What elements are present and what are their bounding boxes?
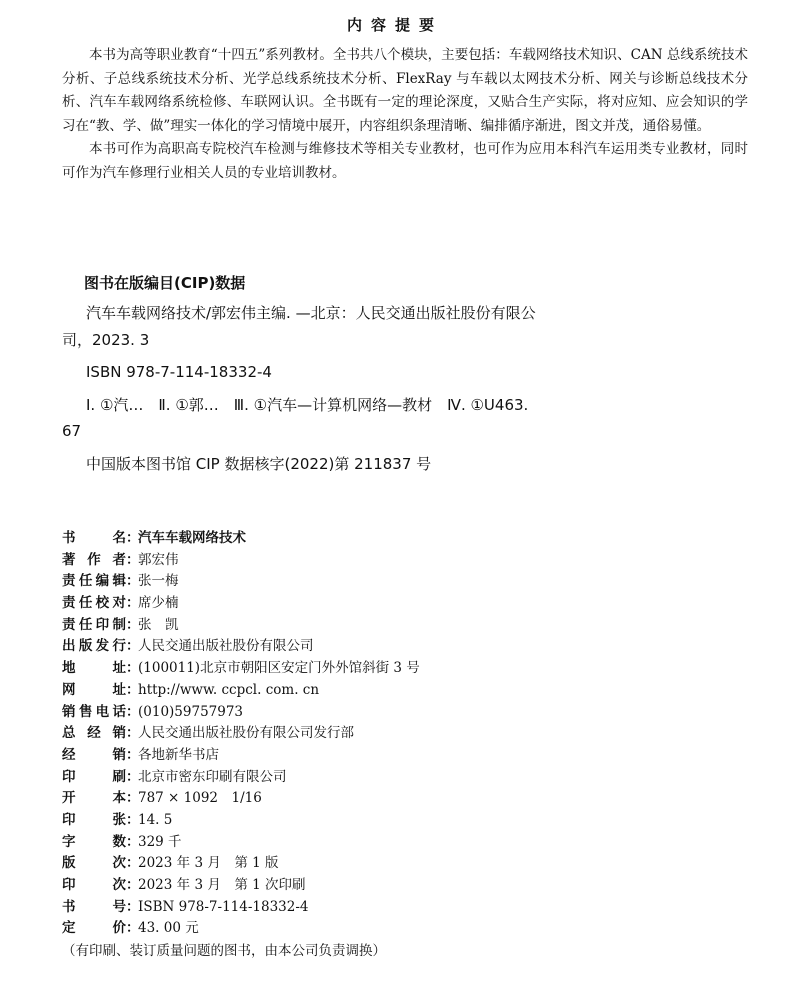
imprint-separator: ： [126, 681, 140, 698]
summary-body [62, 44, 748, 185]
imprint-value: 2023 年 3 月 第 1 次印刷 [138, 877, 306, 893]
imprint-value: 人民交通出版社股份有限公司发行部 [138, 725, 354, 742]
summary-paragraph: 本书可作为高职高专院校汽车检测与维修技术等相关专业教材，也可作为应用本科汽车运用类专业教材，同时可作为汽车修理行业相关人员的专业培训教材。 [62, 141, 748, 181]
imprint-label: 责任印制 [62, 616, 126, 633]
imprint-row [62, 788, 622, 810]
imprint-value: 郭宏伟 [138, 551, 179, 568]
imprint-row [62, 550, 622, 572]
imprint-value: 北京市密东印刷有限公司 [138, 768, 287, 785]
imprint-label: 出版发行 [62, 638, 126, 655]
imprint-label: 网址 [62, 681, 126, 698]
imprint-row [62, 897, 622, 919]
imprint-value: 席少楠 [138, 595, 179, 612]
imprint-value: 43. 00 元 [138, 920, 199, 937]
imprint-label: 印张 [62, 811, 126, 828]
imprint-label: 书号 [62, 898, 126, 915]
imprint-row [62, 918, 622, 940]
imprint-label: 责任校对 [62, 595, 126, 612]
imprint-separator: ： [126, 725, 140, 742]
imprint-label: 定价 [62, 920, 126, 937]
imprint-value: 14. 5 [138, 811, 173, 828]
imprint-value: 各地新华书店 [138, 746, 219, 763]
imprint-label: 经销 [62, 746, 126, 763]
summary-paragraph: 本书为高等职业教育“十四五”系列教材。全书共八个模块，主要包括：车载网络技术知识、CAN 总线系统技术分析、子总线系统技术分析、光学总线系统技术分析、FlexRay 与车载以太网技术分析、网关与诊断总线技术分析、汽车车载网络系统检修、车联网认识。全书既有一定的理论深度，又贴合生产实际，将对应知、应会知识的学习在“教、学、做”理实一体化的学习情境中展开，内容组织条理清晰、编排循序渐进，图文并茂，通俗易懂。 [62, 47, 748, 134]
imprint-separator: ： [126, 877, 140, 893]
imprint-value: 2023 年 3 月 第 1 版 [138, 855, 279, 872]
imprint-value: ISBN 978-7-114-18332-4 [138, 898, 309, 915]
cip-heading: 图书在版编目(CIP)数据 [84, 274, 246, 292]
imprint-separator: ： [126, 811, 140, 828]
imprint-separator: ： [126, 595, 140, 612]
imprint-label: 印刷 [62, 768, 126, 785]
imprint-label: 版次 [62, 855, 126, 872]
imprint-block [62, 528, 622, 962]
imprint-label: 著作者 [62, 551, 126, 568]
summary-title: 内容提要 [346, 16, 443, 34]
cip-record-line: 中国版本图书馆 CIP 数据核字(2022)第 211837 号 [86, 454, 432, 473]
cip-data [62, 300, 542, 477]
imprint-row [62, 767, 622, 789]
imprint-value: 张 凯 [138, 616, 179, 633]
cip-classification-line: Ⅰ. ①汽… Ⅱ. ①郭… Ⅲ. ①汽车—计算机网络—教材 Ⅳ. ①U463. 67 [62, 395, 529, 440]
imprint-row [62, 636, 622, 658]
imprint-label: 书名 [62, 530, 126, 546]
imprint-value: 人民交通出版社股份有限公司 [138, 638, 314, 655]
imprint-row [62, 702, 622, 724]
imprint-label: 地址 [62, 660, 126, 677]
quality-note: （有印刷、装订质量问题的图书，由本公司负责调换） [62, 943, 386, 960]
imprint-separator: ： [126, 920, 140, 937]
imprint-row [62, 745, 622, 767]
imprint-row [62, 875, 622, 897]
imprint-separator: ： [126, 790, 140, 807]
imprint-value: http://www. ccpcl. com. cn [138, 681, 320, 698]
imprint-separator: ： [126, 833, 140, 850]
imprint-row [62, 723, 622, 745]
imprint-row [62, 571, 622, 593]
imprint-row [62, 528, 622, 550]
imprint-label: 总经销 [62, 725, 126, 742]
imprint-value: (100011)北京市朝阳区安定门外外馆斜街 3 号 [138, 660, 420, 677]
imprint-label: 销售电话 [62, 703, 126, 720]
imprint-row [62, 680, 622, 702]
imprint-label: 开本 [62, 790, 126, 807]
imprint-row [62, 810, 622, 832]
imprint-separator: ： [126, 638, 140, 655]
imprint-separator: ： [126, 703, 140, 720]
cip-title-line: 汽车车载网络技术/郭宏伟主编. —北京：人民交通出版社股份有限公司，2023. 3 [62, 304, 536, 349]
imprint-row [62, 593, 622, 615]
imprint-separator: ： [126, 551, 140, 568]
imprint-value: 汽车车载网络技术 [138, 530, 246, 546]
imprint-row [62, 853, 622, 875]
imprint-separator: ： [126, 530, 140, 546]
imprint-value: 787 × 1092 1/16 [138, 790, 262, 807]
imprint-row [62, 615, 622, 637]
imprint-separator: ： [126, 855, 140, 872]
imprint-label: 字数 [62, 833, 126, 850]
imprint-value: (010)59757973 [138, 703, 244, 720]
imprint-label: 印次 [62, 877, 126, 893]
imprint-row [62, 658, 622, 680]
imprint-value: 张一梅 [138, 573, 179, 590]
imprint-separator: ： [126, 768, 140, 785]
imprint-row [62, 832, 622, 854]
imprint-separator: ： [126, 660, 140, 677]
imprint-separator: ： [126, 746, 140, 763]
imprint-separator: ： [126, 898, 140, 915]
imprint-separator: ： [126, 616, 140, 633]
imprint-separator: ： [126, 573, 140, 590]
cip-isbn-line: ISBN 978-7-114-18332-4 [86, 363, 272, 381]
imprint-label: 责任编辑 [62, 573, 126, 590]
imprint-value: 329 千 [138, 833, 182, 850]
